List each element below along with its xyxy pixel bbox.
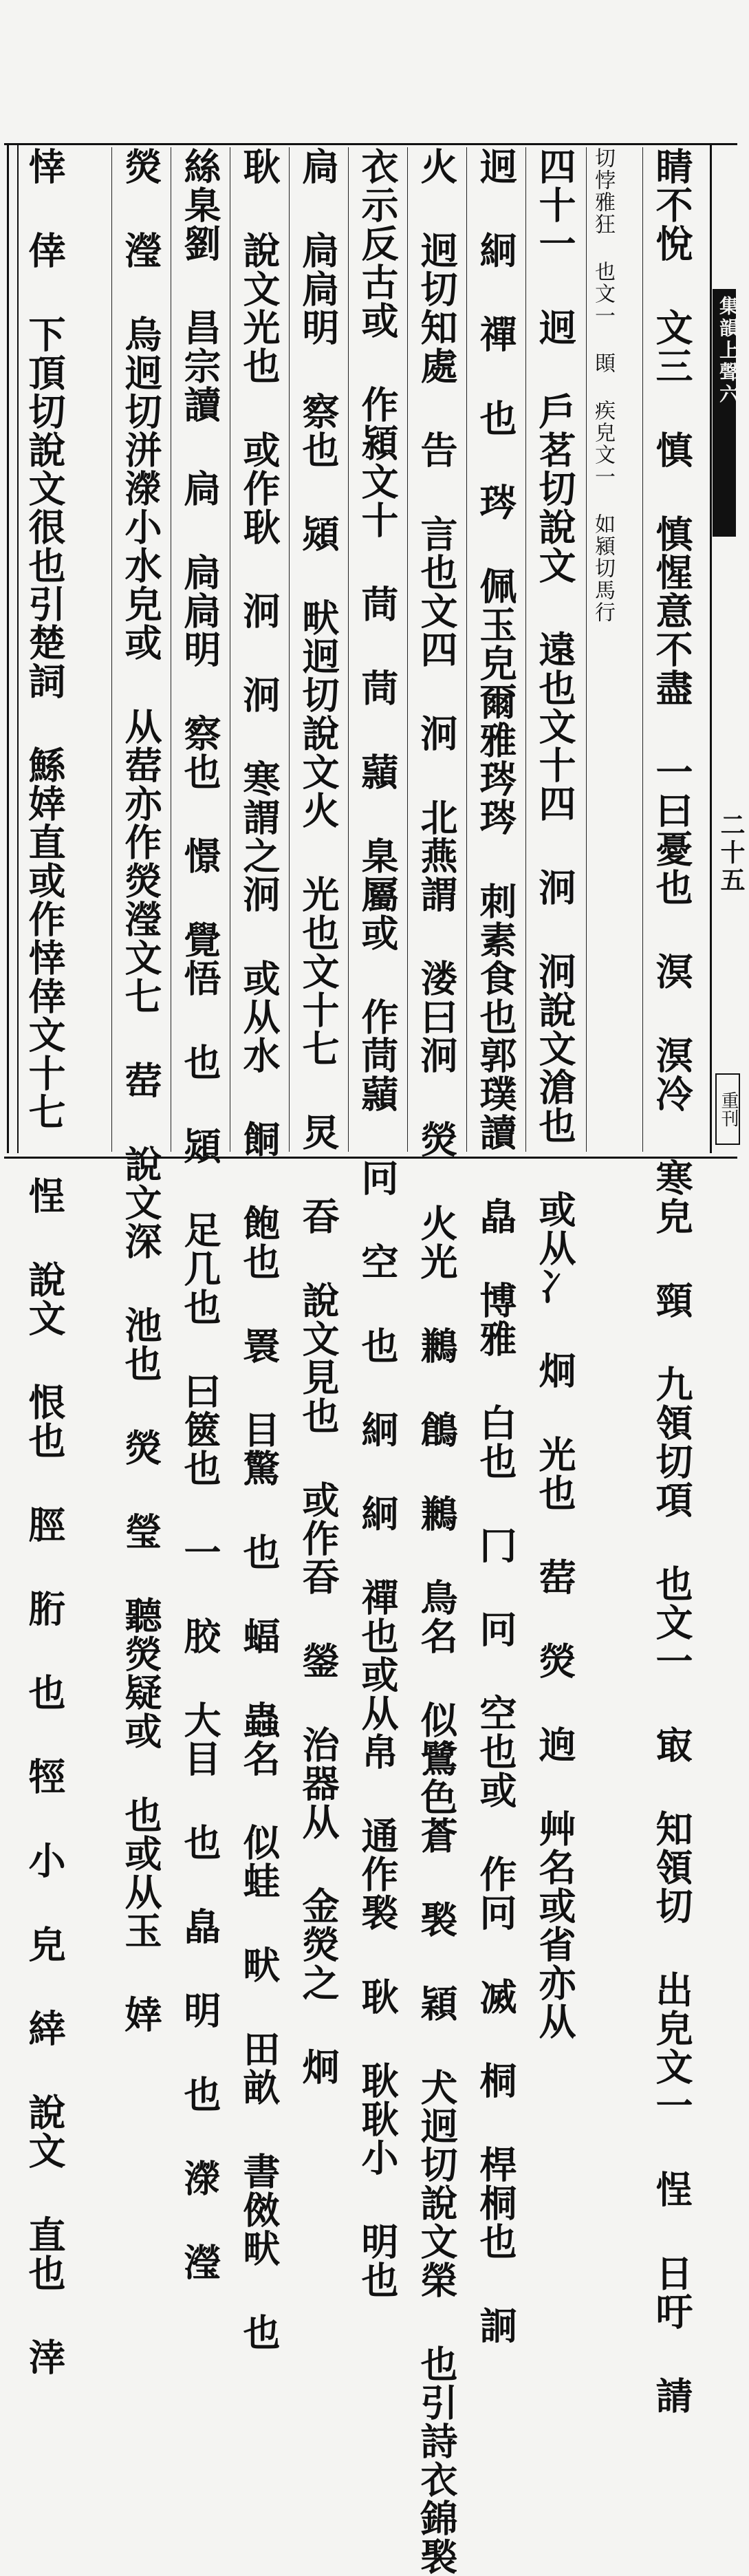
column-divider: [111, 147, 112, 1152]
text-column-1: 睛不悅 文三 慎 慎惺意不盡 一曰憂也 溟 溟冷 寒皃 頸 九領切項 也文一 㝡 知領切 出皃文一 悜 日吁 請: [650, 147, 694, 2415]
column-divider: [466, 147, 467, 1152]
column-divider: [642, 147, 643, 1152]
text-column-9: 絲臬劉 昌宗讀 扃 扃扃明 察也 憬 覺悟 也 熲 足几也 曰篋也 一 㬵 大目 也 皛 明 也 濴 瀅: [178, 147, 222, 2282]
text-column-8: 耿 說文光也 或作耿 泂 泂 寒謂之泂 或从水 餇 飽也 瞏 目驚 也 蝠 蟲名 似蛙 畎 田畝 書傚畎 也: [237, 147, 281, 2352]
text-column-2: 切悖雅狂 也文一 䫀 疾皃文一 如潁切馬行: [591, 147, 615, 623]
folio-number: 二十五: [717, 812, 746, 894]
column-divider: [525, 147, 526, 1152]
text-column-10: 熒 瀅 烏迥切洴濴小水皃或 从䓨亦作熒瀅文七 䓨 說文深 池也 熒 瑩 聽熒疑或 也或从玉 婞: [119, 147, 163, 2034]
column-divider: [289, 147, 290, 1152]
column-divider: [407, 147, 408, 1152]
text-column-7: 扃 扃扃明 察也 熲 畎迥切說文火 光也文十七 炅 昋 說文見也 或作昋 鎣 治器从 金熒之 炯: [296, 147, 340, 2086]
column-divider: [586, 147, 587, 1152]
column-divider: [348, 147, 349, 1152]
text-column-6: 衣示反古或 作潁文十 茼 茼 蘏 臬屬或 作茼蘏 冋 空 也 絅 絅 禪也或从帛 通作褧 耿 耿耿小 明也: [356, 147, 400, 2299]
text-column-3: 四十一 迥 戶茗切說文 遠也文十四 泂 泂說文滄也 或从冫 炯 光也 䓨 熒 逈 艸名或省亦从: [533, 147, 577, 2041]
text-column-5: 火 迥切知處 告 言也文四 泂 北燕謂 溇曰泂 熒 火光 鶼 鶬 鶼 鳥名 似鷺色蒼 褧 穎 犬迥切說文榮 也引詩衣錦褧: [415, 147, 459, 2576]
left-border-rule: [7, 144, 19, 1153]
text-column-4: 迥 絅 禪 也 琌 佩玉皃爾雅琌琌 刺素食也郭璞讀 皛 博雅 白也 冂 冋 空也或 作冋 㓕 桐 桿桐也 詗: [474, 147, 518, 2345]
reprint-stamp: 重刊: [715, 1073, 740, 1145]
text-column-11: 悻 倖 下頂切說文很也引楚詞 鯀婞直或作悻倖文十七 悜 說文 恨也 脛 胻 也 牼 小 皃 緈 說文 直也 涬: [23, 147, 67, 2376]
running-title: 集韻上聲六: [717, 296, 739, 406]
